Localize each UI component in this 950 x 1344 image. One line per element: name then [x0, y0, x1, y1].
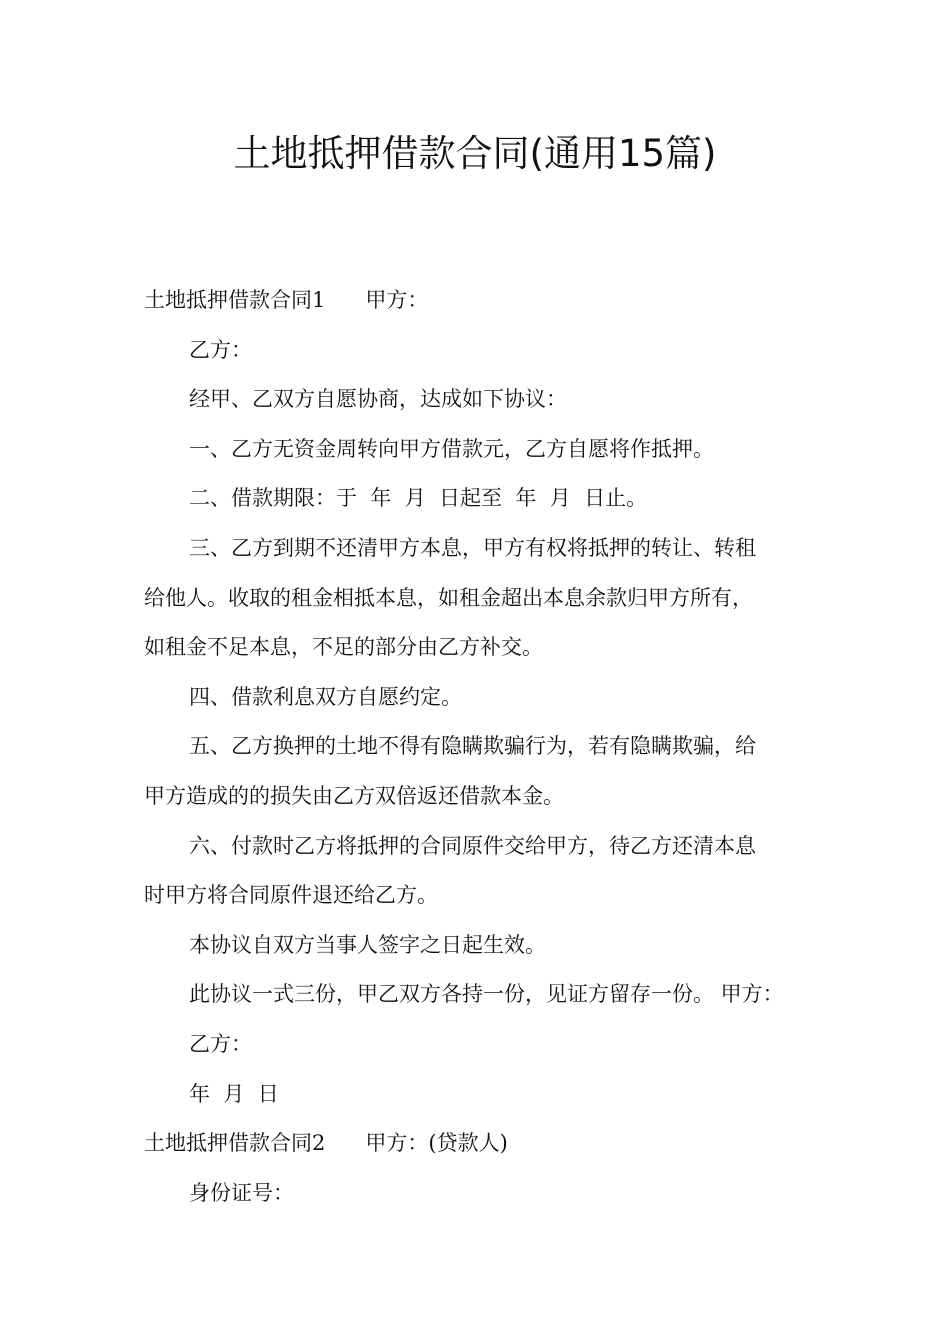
contract-2-heading: 土地抵押借款合同2 [144, 1131, 326, 1156]
contract-1-clause-6-line-2: 时甲方将合同原件退还给乙方。 [144, 883, 438, 908]
contract-1-effect: 本协议自双方当事人签字之日起生效。 [189, 932, 546, 957]
contract-1-copies: 此协议一式三份，甲乙双方各持一份，见证方留存一份。 甲方： [189, 982, 784, 1007]
document-body [144, 276, 824, 1218]
contract-1-sign-party-b: 乙方： [189, 1031, 252, 1056]
contract-1-clause-2: 二、借款期限：于 年 月 日起至 年 月 日止。 [189, 486, 648, 511]
contract-2-id-number: 身份证号： [189, 1180, 294, 1205]
contract-1-date: 年 月 日 [189, 1081, 279, 1106]
contract-1-clause-3-line-1: 三、乙方到期不还清甲方本息，甲方有权将抵押的转让、转租 [189, 535, 756, 560]
contract-2-party-a: 甲方：(贷款人) [365, 1131, 508, 1156]
contract-1-heading-line [144, 276, 824, 326]
contract-1-clause-3-line-3: 如租金不足本息，不足的部分由乙方补交。 [144, 635, 543, 660]
contract-1-intro: 经甲、乙双方自愿协商，达成如下协议： [189, 387, 567, 412]
contract-1-heading: 土地抵押借款合同1 [144, 288, 326, 312]
contract-2-heading-line [144, 1119, 824, 1169]
contract-1-party-a: 甲方： [365, 288, 429, 312]
contract-1-clause-5-line-2: 甲方造成的的损失由乙方双倍返还借款本金。 [144, 783, 564, 808]
contract-1-clause-4: 四、借款利息双方自愿约定。 [189, 684, 462, 709]
contract-1-clause-1: 一、乙方无资金周转向甲方借款元，乙方自愿将作抵押。 [189, 436, 714, 461]
document-title: 土地抵押借款合同(通用15篇) [233, 132, 717, 175]
contract-1-clause-5-line-1: 五、乙方换押的土地不得有隐瞒欺骗行为，若有隐瞒欺骗，给 [189, 734, 756, 759]
contract-1-clause-3-line-2: 给他人。收取的租金相抵本息，如租金超出本息余款归甲方所有， [144, 585, 753, 610]
contract-1-party-b: 乙方： [189, 337, 252, 362]
contract-1-clause-6-line-1: 六、付款时乙方将抵押的合同原件交给甲方，待乙方还清本息 [189, 833, 756, 858]
